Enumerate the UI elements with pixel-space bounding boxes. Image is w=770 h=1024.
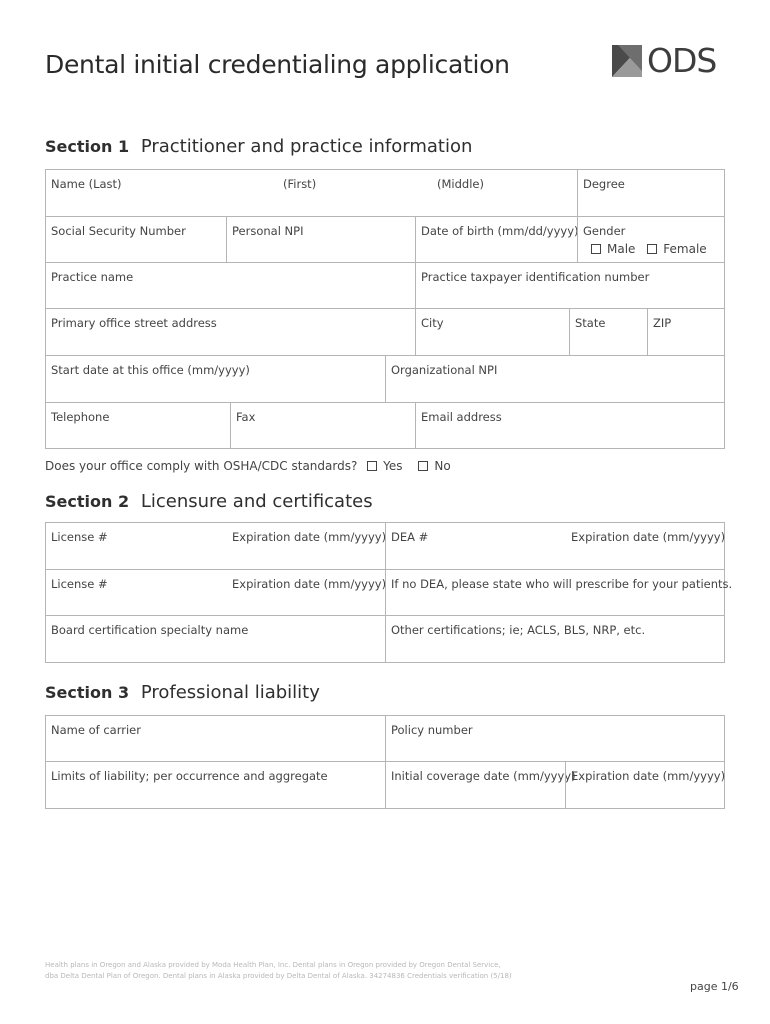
name-last-label: Name (Last) <box>51 177 122 191</box>
dea-field[interactable] <box>385 522 725 570</box>
male-label: Male <box>607 242 636 256</box>
board-certification-label: Board certification specialty name <box>51 623 249 637</box>
ods-logo <box>612 41 727 80</box>
coverage-expiration-date-field[interactable] <box>565 761 725 809</box>
osha-question <box>45 459 451 473</box>
personal-npi-label: Personal NPI <box>232 224 304 238</box>
zip-label: ZIP <box>653 316 672 330</box>
telephone-field[interactable] <box>45 402 231 449</box>
license-2-expiration-label: Expiration date (mm/yyyy) <box>232 577 387 591</box>
liability-limits-field[interactable] <box>45 761 386 809</box>
city-label: City <box>421 316 444 330</box>
name-first-label: (First) <box>283 177 317 191</box>
other-certifications-field[interactable] <box>385 615 725 663</box>
zip-field[interactable] <box>647 308 725 356</box>
footer-line-2: dba Delta Dental Plan of Oregon. Dental plans in Alaska provided by Delta Dental of Alaska. 34274836 Credentials verification (5/18) <box>45 972 512 980</box>
state-field[interactable] <box>569 308 648 356</box>
osha-yes-label: Yes <box>383 459 403 473</box>
ods-logo-mark-icon <box>612 45 642 77</box>
license-1-field[interactable] <box>45 522 386 570</box>
taxpayer-id-field[interactable] <box>415 262 725 309</box>
section-3-heading <box>45 682 320 703</box>
city-field[interactable] <box>415 308 570 356</box>
osha-no-label: No <box>434 459 451 473</box>
name-middle-label: (Middle) <box>437 177 484 191</box>
coverage-expiration-date-label: Expiration date (mm/yyyy) <box>571 769 726 783</box>
carrier-name-label: Name of carrier <box>51 723 141 737</box>
ssn-field[interactable] <box>45 216 227 263</box>
gender-male-option[interactable] <box>591 242 635 256</box>
initial-coverage-date-label: Initial coverage date (mm/yyyy) <box>391 769 576 783</box>
dea-expiration-label: Expiration date (mm/yyyy) <box>571 530 726 544</box>
start-date-label: Start date at this office (mm/yyyy) <box>51 363 250 377</box>
license-2-field[interactable] <box>45 569 386 616</box>
section-number: Section 2 <box>45 492 130 511</box>
telephone-label: Telephone <box>51 410 110 424</box>
practice-name-field[interactable] <box>45 262 416 309</box>
state-label: State <box>575 316 606 330</box>
dob-label: Date of birth (mm/dd/yyyy) <box>421 224 579 238</box>
osha-no-checkbox[interactable] <box>418 461 428 471</box>
section-title: Licensure and certificates <box>140 491 373 512</box>
street-address-label: Primary office street address <box>51 316 217 330</box>
fax-label: Fax <box>236 410 256 424</box>
footer-disclaimer <box>45 960 512 982</box>
dea-label: DEA # <box>391 530 429 544</box>
degree-label: Degree <box>583 177 625 191</box>
logo-text: ODS <box>647 41 717 80</box>
section-number: Section 3 <box>45 683 130 702</box>
email-field[interactable] <box>415 402 725 449</box>
page-number: page 1/6 <box>690 980 739 993</box>
osha-yes-checkbox[interactable] <box>367 461 377 471</box>
section-title: Practitioner and practice information <box>140 136 473 157</box>
osha-no-option[interactable] <box>418 459 450 473</box>
org-npi-label: Organizational NPI <box>391 363 498 377</box>
footer-line-1: Health plans in Oregon and Alaska provided by Moda Health Plan, Inc. Dental plans in Oregon provided by Oregon Dental Service, <box>45 961 501 969</box>
male-checkbox[interactable] <box>591 244 601 254</box>
gender-label: Gender <box>583 224 626 238</box>
gender-field <box>577 216 725 263</box>
no-dea-prescriber-field[interactable] <box>385 569 733 616</box>
policy-number-label: Policy number <box>391 723 473 737</box>
fax-field[interactable] <box>230 402 416 449</box>
taxpayer-id-label: Practice taxpayer identification number <box>421 270 650 284</box>
section-1-heading <box>45 136 472 157</box>
license-1-expiration-label: Expiration date (mm/yyyy) <box>232 530 387 544</box>
document-title: Dental initial credentialing application <box>45 50 510 79</box>
street-address-field[interactable] <box>45 308 416 356</box>
no-dea-label: If no DEA, please state who will prescribe for your patients. <box>391 577 733 591</box>
section-2-heading <box>45 491 373 512</box>
section-title: Professional liability <box>140 682 320 703</box>
org-npi-field[interactable] <box>385 355 725 403</box>
female-label: Female <box>663 242 707 256</box>
board-certification-field[interactable] <box>45 615 386 663</box>
dob-field[interactable] <box>415 216 578 263</box>
osha-yes-option[interactable] <box>367 459 402 473</box>
full-name-field[interactable] <box>45 169 578 217</box>
gender-female-option[interactable] <box>647 242 706 256</box>
policy-number-field[interactable] <box>385 715 725 762</box>
license-2-label: License # <box>51 577 108 591</box>
practice-name-label: Practice name <box>51 270 134 284</box>
start-date-field[interactable] <box>45 355 386 403</box>
email-label: Email address <box>421 410 502 424</box>
ssn-label: Social Security Number <box>51 224 186 238</box>
initial-coverage-date-field[interactable] <box>385 761 576 809</box>
personal-npi-field[interactable] <box>226 216 416 263</box>
license-1-label: License # <box>51 530 108 544</box>
liability-limits-label: Limits of liability; per occurrence and aggregate <box>51 769 328 783</box>
osha-question-label: Does your office comply with OSHA/CDC standards? <box>45 459 358 473</box>
section-number: Section 1 <box>45 137 130 156</box>
degree-field[interactable] <box>577 169 725 217</box>
other-certifications-label: Other certifications; ie; ACLS, BLS, NRP, etc. <box>391 623 646 637</box>
carrier-name-field[interactable] <box>45 715 386 762</box>
female-checkbox[interactable] <box>647 244 657 254</box>
